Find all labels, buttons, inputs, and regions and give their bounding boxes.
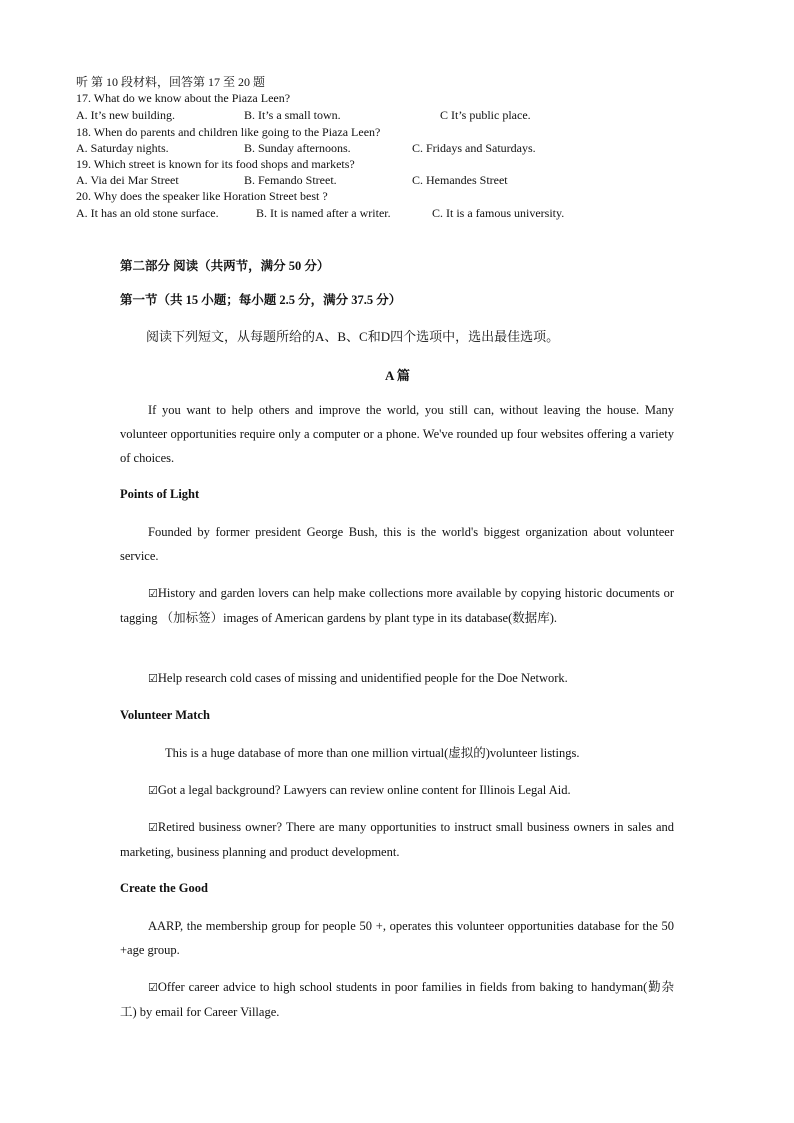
- option-19c: C. Hemandes Street: [412, 173, 508, 187]
- option-20a: A. It has an old stone surface.: [76, 206, 219, 220]
- question-17: 17. What do we know about the Piaza Leen?: [76, 91, 291, 105]
- list-item-text: History and garden lovers can help make collections more available by copying historic documents or tagging （加标签）images of American gardens by plant type in its database(数据库).: [120, 586, 674, 625]
- section-desc-volunteer-match: This is a huge database of more than one million virtual(虚拟的)volunteer listings.: [165, 746, 580, 760]
- question-18: 18. When do parents and children like going to the Piaza Leen?: [76, 125, 381, 139]
- option-17c: C It’s public place.: [440, 108, 531, 122]
- checkbox-icon: ☑: [148, 587, 158, 600]
- list-item-text: Retired business owner? There are many opportunities to instruct small business owners in sales and marketing, business planning and product development.: [120, 820, 674, 859]
- section-desc-points-of-light: Founded by former president George Bush, this is the world's biggest organization about volunteer service.: [120, 525, 674, 563]
- list-item: [120, 975, 674, 1024]
- checkbox-icon: ☑: [148, 672, 158, 685]
- listening-heading: 听 第 10 段材料，回答第 17 至 20 题: [76, 75, 266, 89]
- option-17b: B. It’s a small town.: [244, 108, 341, 122]
- part2-title: 第二部分 阅读（共两节，满分 50 分）: [120, 259, 330, 273]
- list-item: [120, 581, 674, 630]
- list-item: [120, 666, 674, 691]
- list-item: [120, 778, 674, 803]
- option-19a: A. Via dei Mar Street: [76, 173, 179, 187]
- section-title-points-of-light: Points of Light: [120, 487, 200, 501]
- question-19: 19. Which street is known for its food shops and markets?: [76, 157, 355, 171]
- list-item-text: Got a legal background? Lawyers can review online content for Illinois Legal Aid.: [157, 783, 571, 797]
- list-item-text: Offer career advice to high school students in poor families in fields from baking to handyman(勤杂工) by email for Career Village.: [120, 980, 674, 1019]
- passage-label: A 篇: [385, 368, 410, 383]
- option-18c: C. Fridays and Saturdays.: [412, 141, 536, 155]
- option-17a: A. It’s new building.: [76, 108, 175, 122]
- question-20: 20. Why does the speaker like Horation Street best ?: [76, 189, 328, 203]
- option-20c: C. It is a famous university.: [432, 206, 565, 220]
- checkbox-icon: ☑: [148, 821, 158, 834]
- list-item-text: Help research cold cases of missing and unidentified people for the Doe Network.: [157, 671, 568, 685]
- section-desc-create-the-good: AARP, the membership group for people 50 +, operates this volunteer opportunities database for the 50 +age group.: [120, 919, 674, 957]
- option-18a: A. Saturday nights.: [76, 141, 169, 155]
- section-title-volunteer-match: Volunteer Match: [120, 708, 210, 722]
- reading-instruction: 阅读下列短文，从每题所给的A、B、C和D四个选项中，选出最佳选项。: [146, 329, 560, 344]
- option-18b: B. Sunday afternoons.: [244, 141, 351, 155]
- checkbox-icon: ☑: [148, 784, 158, 797]
- section1-title: 第一节（共 15 小题；每小题 2.5 分，满分 37.5 分）: [120, 293, 402, 307]
- list-item: [120, 815, 674, 864]
- passage-intro: If you want to help others and improve the world, you still can, without leaving the house. Many volunteer opportunities require only a computer or a phone. We've rounded up four websites offering a variety of choices.: [120, 403, 674, 465]
- option-19b: B. Femando Street.: [244, 173, 337, 187]
- section-title-create-the-good: Create the Good: [120, 881, 208, 895]
- option-20b: B. It is named after a writer.: [256, 206, 391, 220]
- checkbox-icon: ☑: [148, 981, 158, 994]
